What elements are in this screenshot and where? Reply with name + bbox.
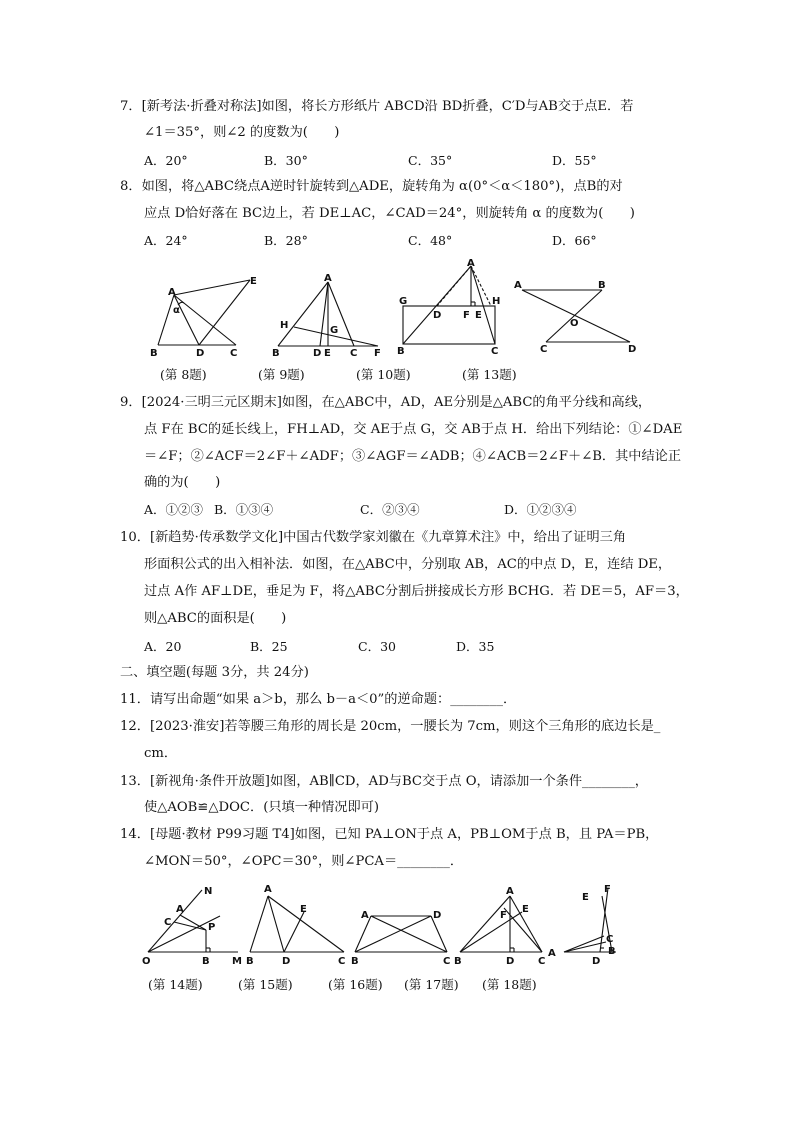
fig14-label-m: M xyxy=(232,956,242,967)
q9-option-c: C．②③④ xyxy=(360,502,420,517)
q10-option-a: A．20 xyxy=(144,639,182,654)
q10-line3: 过点 A作 AF⊥DE，垂足为 F，将△ABC分割后拼接成长方形 BCHG．若 DE＝5，AF＝3， xyxy=(144,584,689,599)
caption-q14: (第 14题) xyxy=(148,977,203,992)
fig10-label-g: G xyxy=(399,296,408,307)
fig17-label-e: E xyxy=(522,904,529,915)
fig10-label-e: E xyxy=(475,310,482,321)
q10-line2: 形面积公式的出入相补法．如图，在△ABC中，分别取 AB，AC的中点 D，E，连结 DE， xyxy=(144,557,672,572)
fig8-label-e: E xyxy=(250,276,257,287)
q11-line1: 11．请写出命题“如果 a＞b，那么 b－a＜0”的逆命题：________． xyxy=(120,692,517,707)
q13-line2: 使△AOB≌△DOC．(只填一种情况即可) xyxy=(144,800,379,815)
q7-option-d: D．55° xyxy=(552,153,597,168)
caption-q9: (第 9题) xyxy=(258,367,305,382)
q14-line1: 14．[母题·教材 P99习题 T4]如图，已知 PA⊥ON于点 A，PB⊥OM于点 B，且 PA＝PB， xyxy=(120,827,659,842)
figure-q8 xyxy=(140,268,257,359)
section2-title: 二、填空题(每题 3分，共 24分) xyxy=(120,665,309,680)
figure-q10 xyxy=(395,258,515,358)
q14-line2: ∠MON＝50°，∠OPC＝30°，则∠PCA＝________． xyxy=(144,854,464,869)
fig9-label-g: G xyxy=(330,325,339,336)
fig17-label-f: F xyxy=(500,910,507,921)
fig8-label-d: D xyxy=(196,348,205,359)
q9-line4: 确的为( ) xyxy=(144,475,221,490)
figure-q9 xyxy=(270,272,390,360)
fig14-label-p: P xyxy=(208,922,216,933)
q8-option-b: B．28° xyxy=(264,233,308,248)
figure-q16 xyxy=(345,882,455,968)
caption-q18: (第 18题) xyxy=(482,977,537,992)
fig18-label-e: E xyxy=(582,892,589,903)
fig17-label-d: D xyxy=(506,956,515,967)
fig18-label-d: D xyxy=(592,956,601,967)
fig13-label-o: O xyxy=(570,318,579,329)
fig17-label-b: B xyxy=(454,956,462,967)
q7-line1: 7．[新考法·折叠对称法]如图，将长方形纸片 ABCD沿 BD折叠，C′D与AB交于点E．若 xyxy=(120,99,634,114)
q9-option-a: A．①②③ xyxy=(144,502,204,517)
fig16-label-a: A xyxy=(361,910,369,921)
figure-q15 xyxy=(240,882,350,968)
fig10-label-d: D xyxy=(433,310,442,321)
fig9-label-c: C xyxy=(350,348,358,359)
fig15-label-e: E xyxy=(300,904,307,915)
fig17-label-a: A xyxy=(506,886,514,897)
q8-option-d: D．66° xyxy=(552,233,597,248)
caption-q13: (第 13题) xyxy=(462,367,517,382)
fig14-label-n: N xyxy=(204,886,213,897)
q7-option-c: C．35° xyxy=(408,153,453,168)
q12-line2: cm． xyxy=(144,746,178,761)
figure-q13 xyxy=(510,276,640,356)
fig13-label-c: C xyxy=(540,344,548,355)
q7-line2: ∠1＝35°，则∠2 的度数为( ) xyxy=(144,125,340,140)
fig14-label-c: C xyxy=(164,917,172,928)
q8-line1: 8．如图，将△ABC绕点A逆时针旋转到△ADE，旋转角为 α(0°＜α＜180°)，点B的对 xyxy=(120,179,623,194)
fig18-label-b: B xyxy=(608,946,616,957)
q13-line1: 13．[新视角·条件开放题]如图，AB∥CD，AD与BC交于点 O，请添加一个条件________， xyxy=(120,774,648,789)
figure-q18 xyxy=(540,882,630,968)
fig9-label-d: D xyxy=(313,348,322,359)
fig9-label-f: F xyxy=(374,348,381,359)
fig15-label-d: D xyxy=(282,956,291,967)
fig18-label-a: A xyxy=(548,948,556,959)
caption-q10: (第 10题) xyxy=(356,367,411,382)
fig18-label-c: C xyxy=(606,934,614,945)
fig16-label-d: D xyxy=(433,910,442,921)
fig10-label-a: A xyxy=(467,258,475,269)
q10-line1: 10．[新趋势·传承数学文化]中国古代数学家刘徽在《九章算术注》中，给出了证明三角 xyxy=(120,530,627,545)
q8-option-c: C．48° xyxy=(408,233,453,248)
fig8-label-c: C xyxy=(230,348,238,359)
fig10-label-c: C xyxy=(491,346,499,357)
fig9-label-b: B xyxy=(272,348,280,359)
q12-line1: 12．[2023·淮安]若等腰三角形的周长是 20cm，一腰长为 7cm，则这个三角形的底边长是_ xyxy=(120,719,661,734)
q10-line4: 则△ABC的面积是( ) xyxy=(144,611,287,626)
fig8-label-b: B xyxy=(150,348,158,359)
q9-line1: 9．[2024·三明三元区期末]如图，在△ABC中，AD，AE分别是△ABC的角平分线和高线， xyxy=(120,395,652,410)
q8-line2: 应点 D恰好落在 BC边上，若 DE⊥AC，∠CAD＝24°，则旋转角 α 的度数为( ) xyxy=(144,206,635,221)
q9-line2: 点 F在 BC的延长线上，FH⊥AD，交 AE于点 G，交 AB于点 H．给出下列结论：①∠DAE xyxy=(144,422,683,437)
fig10-label-b: B xyxy=(397,346,405,357)
caption-q17: (第 17题) xyxy=(404,977,459,992)
caption-q16: (第 16题) xyxy=(328,977,383,992)
fig17-label-c: C xyxy=(538,956,546,967)
q9-line3: ＝∠F；②∠ACF＝2∠F＋∠ADF；③∠AGF＝∠ADB；④∠ACB＝2∠F＋∠B．其中结论正 xyxy=(144,449,682,464)
q9-option-b: B．①③④ xyxy=(214,502,274,517)
q8-option-a: A．24° xyxy=(144,233,188,248)
q7-option-b: B．30° xyxy=(264,153,308,168)
caption-q8: (第 8题) xyxy=(160,367,207,382)
fig9-label-a: A xyxy=(324,273,332,284)
fig15-label-c: C xyxy=(338,956,346,967)
q10-option-b: B．25 xyxy=(250,639,288,654)
fig15-label-b: B xyxy=(246,956,254,967)
q10-option-d: D．35 xyxy=(456,639,495,654)
fig16-label-c: C xyxy=(443,956,451,967)
q7-option-a: A．20° xyxy=(144,153,188,168)
q10-option-c: C．30 xyxy=(358,639,396,654)
caption-q15: (第 15题) xyxy=(238,977,293,992)
fig18-label-f: F xyxy=(604,884,611,895)
fig8-label-alpha: α xyxy=(173,305,180,316)
fig10-label-f: F xyxy=(463,310,470,321)
fig13-label-a: A xyxy=(514,280,522,291)
fig14-label-b: B xyxy=(202,956,210,967)
fig16-label-b: B xyxy=(351,956,359,967)
fig14-label-a: A xyxy=(176,904,184,915)
fig10-label-h: H xyxy=(492,296,501,307)
figure-q14 xyxy=(140,882,240,968)
fig13-label-b: B xyxy=(598,280,606,291)
fig9-label-e: E xyxy=(324,348,331,359)
fig8-label-a: A xyxy=(168,287,176,298)
q9-option-d: D．①②③④ xyxy=(504,502,577,517)
fig13-label-d: D xyxy=(628,344,637,355)
fig9-label-h: H xyxy=(280,320,289,331)
fig14-label-o: O xyxy=(142,956,151,967)
fig15-label-a: A xyxy=(264,884,272,895)
